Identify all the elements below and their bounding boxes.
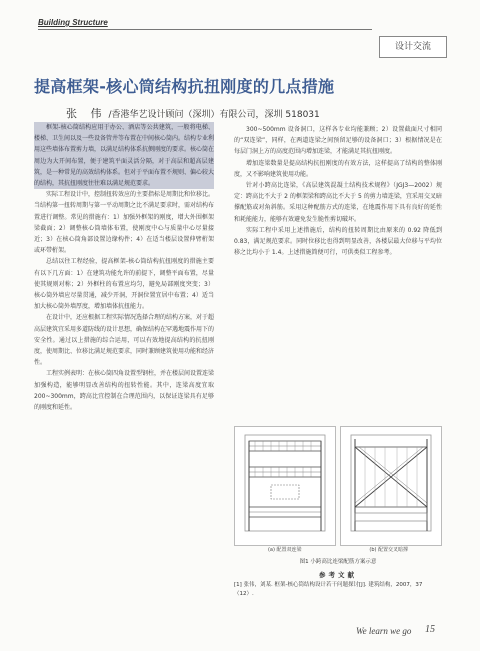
body-paragraph: 总结以往工程经验，提高框架-核心筒结构抗扭刚度的措施主要有以下几方面：1）在建筑功能允许的前提下，调整平面布置，尽量使其规则对称；2）外框柱的布置应均匀，避免局部刚度突变；3）核心筒外墙应尽量贯通，减少开洞，开洞位置宜居中布置；4）适当加大核心筒外墙厚度，增加墙体抗扭能力。 [34, 258, 214, 311]
figure-panels [234, 426, 442, 544]
figure-subcaptions [234, 546, 442, 553]
panel-a-caption: (a) 配置双连梁 [267, 547, 302, 553]
body-paragraph: 针对小跨高比连梁，《高层建筑混凝土结构技术规程》（JGJ3—2002）规定：跨高比不大于 2 的框架梁和跨高比不大于 5 的剪力墙连梁，宜采用交叉暗撑配筋或对角斜筋。采用这种配筋方式的连梁，在地震作用下具有良好的延性和耗能能力，能够有效避免发生脆性剪切破坏。 [234, 182, 442, 223]
body-paragraph: 实际工程中采用上述措施后，结构的扭转周期比由原来的 0.92 降低到 0.83，满足规范要求。同时位移比也得到明显改善，各楼层最大位移与平均位移之比均小于 1.4。上述措施简便可行，可供类似工程参考。 [234, 226, 442, 257]
references-list [234, 581, 442, 599]
section-tag: 设计交流 [379, 36, 447, 58]
figure-panel-a [234, 426, 336, 546]
left-column [34, 122, 214, 602]
body-paragraph: 增加连梁数量是提高结构抗扭刚度的有效方法，这样提高了结构的整体刚度，又不影响建筑使用功能。 [234, 159, 442, 178]
figure-caption: 图1 小跨高比连梁配筋方案示意 [299, 559, 377, 565]
footer-slogan: We learn we go [356, 626, 412, 636]
abstract-block: 框架-核心筒结构应用于办公、酒店等公共建筑，一般将电梯、楼梯、卫生间以及一些设备管井等布置在中间核心筒内。结构专业利用这些墙体布置剪力墙，以满足结构体系抗侧刚度的要求。核心筒在周边为大开间布置，便于建筑平面灵活分隔，对于高层和超高层建筑，是一种常见的高效结构体系。但对于平面布置不规则、偏心较大的结构，其抗扭刚度往往难以满足规范要求。 [34, 122, 214, 189]
header-rule [38, 29, 372, 30]
double-beam-drawing [235, 427, 335, 545]
cross-brace-drawing [341, 427, 441, 545]
author-affiliation: /香港华艺设计顾问（深圳）有限公司，深圳 518031 [108, 110, 320, 120]
page-number: 15 [425, 624, 435, 635]
figure-panel-b [340, 426, 442, 546]
figure-1 [234, 426, 442, 566]
article-title: 提高框架-核心筒结构抗扭刚度的几点措施 [34, 77, 335, 96]
body-paragraph: 在设计中，还应根据工程实际情况选择合理的结构方案，对于超高层建筑宜采用多道防线的设计思想，确保结构在罕遇地震作用下的安全性。通过以上措施的综合运用，可以有效地提高结构的抗扭刚度，使周期比、位移比满足规范要求，同时兼顾建筑使用功能和经济性。 [34, 314, 214, 367]
reference-item: [1] 张伟，刘某. 框架-核心筒结构设计若干问题探讨[J]. 建筑结构，2007，37（12）. [234, 582, 423, 597]
body-paragraph: 工程实例表明：在核心筒四角设置型钢柱，并在楼层间设置连梁加强构造，能够明显改善结构的扭转性能。其中，连梁高度宜取 200~300mm，跨高比宜控制在合理范围内，以保证连梁具有足够的刚度和延性。 [34, 370, 214, 412]
author-name: 张 伟 [66, 107, 107, 120]
body-paragraph: 实际工程设计中，控制扭转效应的主要指标是周期比和位移比。当结构第一扭转周期与第一平动周期之比不满足要求时，需对结构布置进行调整。常见的措施有：1）加强外框架的刚度，增大外围框架梁截面；2）调整核心筒墙体布置，使刚度中心与质量中心尽量接近；3）在核心筒角部设置边缘构件；4）在适当楼层设置伸臂桁架或环带桁架。 [34, 191, 214, 255]
journal-name: Building Structure [38, 18, 108, 27]
references-title: 参考文献 [319, 571, 357, 579]
author-line [66, 105, 320, 121]
panel-b-caption: (b) 配置交叉暗撑 [369, 547, 409, 553]
right-column [234, 124, 442, 424]
body-paragraph: 300~500mm 设备洞口，这样各专业均能兼顾；2）设置截面尺寸相同的“双连梁”，同样，在两道连梁之间预留足够的设备洞口；3）根据情况是在每层门洞上方的高度范围内增加连梁，才能满足其抗扭刚度。 [234, 126, 442, 156]
